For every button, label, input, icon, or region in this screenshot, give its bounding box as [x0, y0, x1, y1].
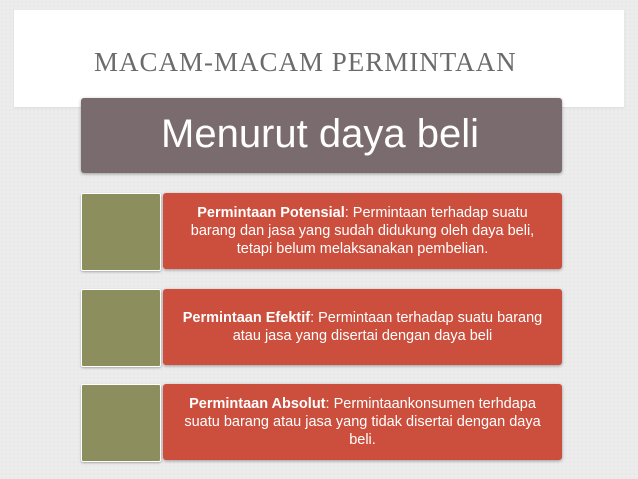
item-description: Permintaan terhadap suatu barang atau jasa yang disertai dengan daya beli [232, 310, 543, 344]
side-square-1 [81, 193, 161, 271]
item-box-absolut [163, 384, 562, 460]
side-square-3 [81, 384, 161, 462]
item-box-efektif [163, 289, 562, 365]
item-term: Permintaan Potensial [197, 205, 345, 221]
item-text [173, 204, 552, 258]
item-text [173, 395, 552, 449]
item-box-potensial [163, 193, 562, 269]
item-separator: : [325, 396, 334, 412]
header-text: Menurut daya beli [161, 112, 479, 156]
item-separator: : [344, 205, 353, 221]
item-text [173, 309, 552, 345]
side-square-2 [81, 289, 161, 367]
header-box [81, 98, 562, 173]
title-card [14, 10, 624, 107]
slide-title: MACAM-MACAM PERMINTAAN [94, 47, 517, 77]
item-term: Permintaan Absolut [189, 396, 326, 412]
item-description: Permintaankonsumen terhdapa suatu barang atau jasa yang tidak disertai dengan daya beli. [184, 396, 541, 448]
item-term: Permintaan Efektif [182, 310, 311, 326]
item-separator: : [310, 310, 319, 326]
item-description: Permintaan terhadap suatu barang dan jasa yang sudah didukung oleh daya beli, tetapi belum melaksanakan pembelian. [190, 205, 535, 257]
